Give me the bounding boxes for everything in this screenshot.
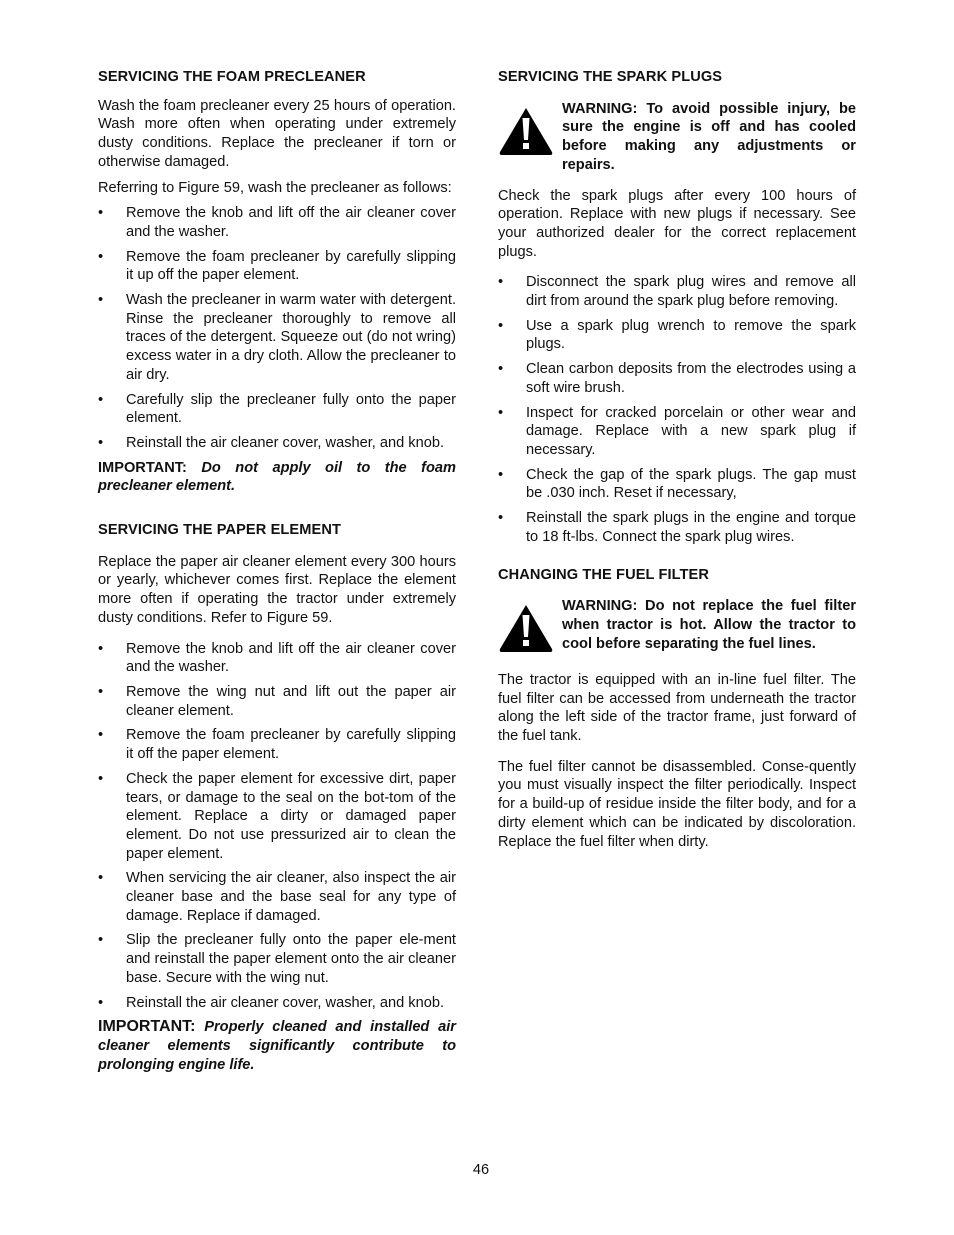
list-item: • Reinstall the spark plugs in the engine and torque to 18 ft-lbs. Connect the spark plug wires. (498, 509, 856, 546)
right-column (498, 68, 856, 858)
important-label: IMPORTANT: (98, 459, 187, 476)
list-item: • Reinstall the air cleaner cover, washer, and knob. (98, 434, 456, 453)
list-item: • When servicing the air cleaner, also inspect the air cleaner base and the base seal for any type of damage. Replace if damaged. (98, 869, 456, 925)
list-item: • Slip the precleaner fully onto the paper ele-ment and reinstall the paper element onto the air cleaner base. Secure with the wing nut. (98, 931, 456, 987)
warning-text: WARNING: To avoid possible injury, be sure the engine is off and has cooled before making any adjustments or repairs. (562, 100, 856, 173)
warning-text: WARNING: Do not replace the fuel filter when tractor is hot. Allow the tractor to cool before separating the fuel lines. (562, 598, 856, 652)
foam-para-2: Referring to Figure 59, wash the precleaner as follows: (98, 179, 452, 196)
list-item: • Use a spark plug wrench to remove the spark plugs. (498, 317, 856, 354)
list-item: • Check the gap of the spark plugs. The gap must be .030 inch. Reset if necessary, (498, 466, 856, 503)
fuel-filter-heading: CHANGING THE FUEL FILTER (498, 567, 710, 584)
list-item: • Reinstall the air cleaner cover, washer, and knob. (98, 994, 456, 1013)
spark-warning (498, 100, 856, 175)
important-text: Do not apply oil to the foam precleaner element. (98, 459, 456, 495)
foam-important-note (98, 459, 456, 496)
paper-steps-list (98, 640, 456, 1013)
spark-para-1: Check the spark plugs after every 100 hours of operation. Replace with new plugs if necessary. See your authorized dealer for the correct replacement plugs. (498, 187, 856, 260)
foam-para-1: Wash the foam precleaner every 25 hours of operation. Wash more often when operating under extremely dusty conditions. Replace the precleaner if torn or otherwise damaged. (98, 97, 456, 170)
important-label: IMPORTANT: (98, 1018, 196, 1036)
spark-plugs-heading: SERVICING THE SPARK PLUGS (498, 69, 723, 85)
list-item: • Wash the precleaner in warm water with detergent. Rinse the precleaner thoroughly to remove all traces of the detergent. Squeeze out (do not wring) excess water in a dry cloth. Allow the precleaner to air dry. (98, 291, 456, 385)
page-number: 46 (472, 1162, 490, 1178)
fuel-warning (498, 597, 856, 659)
left-column (98, 68, 456, 1081)
foam-steps-list (98, 204, 456, 452)
paper-element-heading: SERVICING THE PAPER ELEMENT (98, 522, 341, 539)
list-item: • Disconnect the spark plug wires and remove all dirt from around the spark plug before removing. (498, 273, 856, 310)
list-item: • Remove the knob and lift off the air cleaner cover and the washer. (98, 640, 456, 677)
spark-steps-list (498, 273, 856, 546)
list-item: • Clean carbon deposits from the electrodes using a soft wire brush. (498, 360, 856, 397)
list-item: • Carefully slip the precleaner fully onto the paper element. (98, 391, 456, 428)
paper-important-note (98, 1018, 456, 1074)
warning-triangle-icon (498, 100, 554, 162)
warning-triangle-icon (498, 597, 554, 659)
list-item: • Check the paper element for excessive dirt, paper tears, or damage to the seal on the bot-tom of the element. Replace a dirty or damaged paper element. Do not use pressurized air to clean the paper element. (98, 770, 456, 864)
fuel-para-2: The fuel filter cannot be disassembled. Conse-quently you must visually inspect the filter periodically. Inspect for a build-up of residue inside the filter body, and for a dirty element which can be indicated by discoloration. Replace the fuel filter when dirty. (498, 758, 856, 850)
paper-para-1: Replace the paper air cleaner element every 300 hours or yearly, whichever comes first. Replace the element more often if operating the tractor under extremely dusty conditions. Refer to Figure 59. (98, 553, 456, 626)
important-text: Properly cleaned and installed air cleaner elements significantly contribute to prolonging engine life. (98, 1019, 456, 1073)
list-item: • Remove the foam precleaner by carefully slipping it up off the paper element. (98, 248, 456, 285)
list-item: • Remove the wing nut and lift out the paper air cleaner element. (98, 683, 456, 720)
foam-precleaner-heading: SERVICING THE FOAM PRECLEANER (98, 69, 366, 85)
list-item: • Inspect for cracked porcelain or other wear and damage. Replace with a new spark plug if necessary. (498, 404, 856, 460)
list-item: • Remove the foam precleaner by carefully slipping it off the paper element. (98, 726, 456, 763)
list-item: • Remove the knob and lift off the air cleaner cover and the washer. (98, 204, 456, 241)
fuel-para-1: The tractor is equipped with an in-line fuel filter. The fuel filter can be accessed from underneath the tractor along the left side of the tractor frame, just forward of the fuel tank. (498, 671, 856, 744)
